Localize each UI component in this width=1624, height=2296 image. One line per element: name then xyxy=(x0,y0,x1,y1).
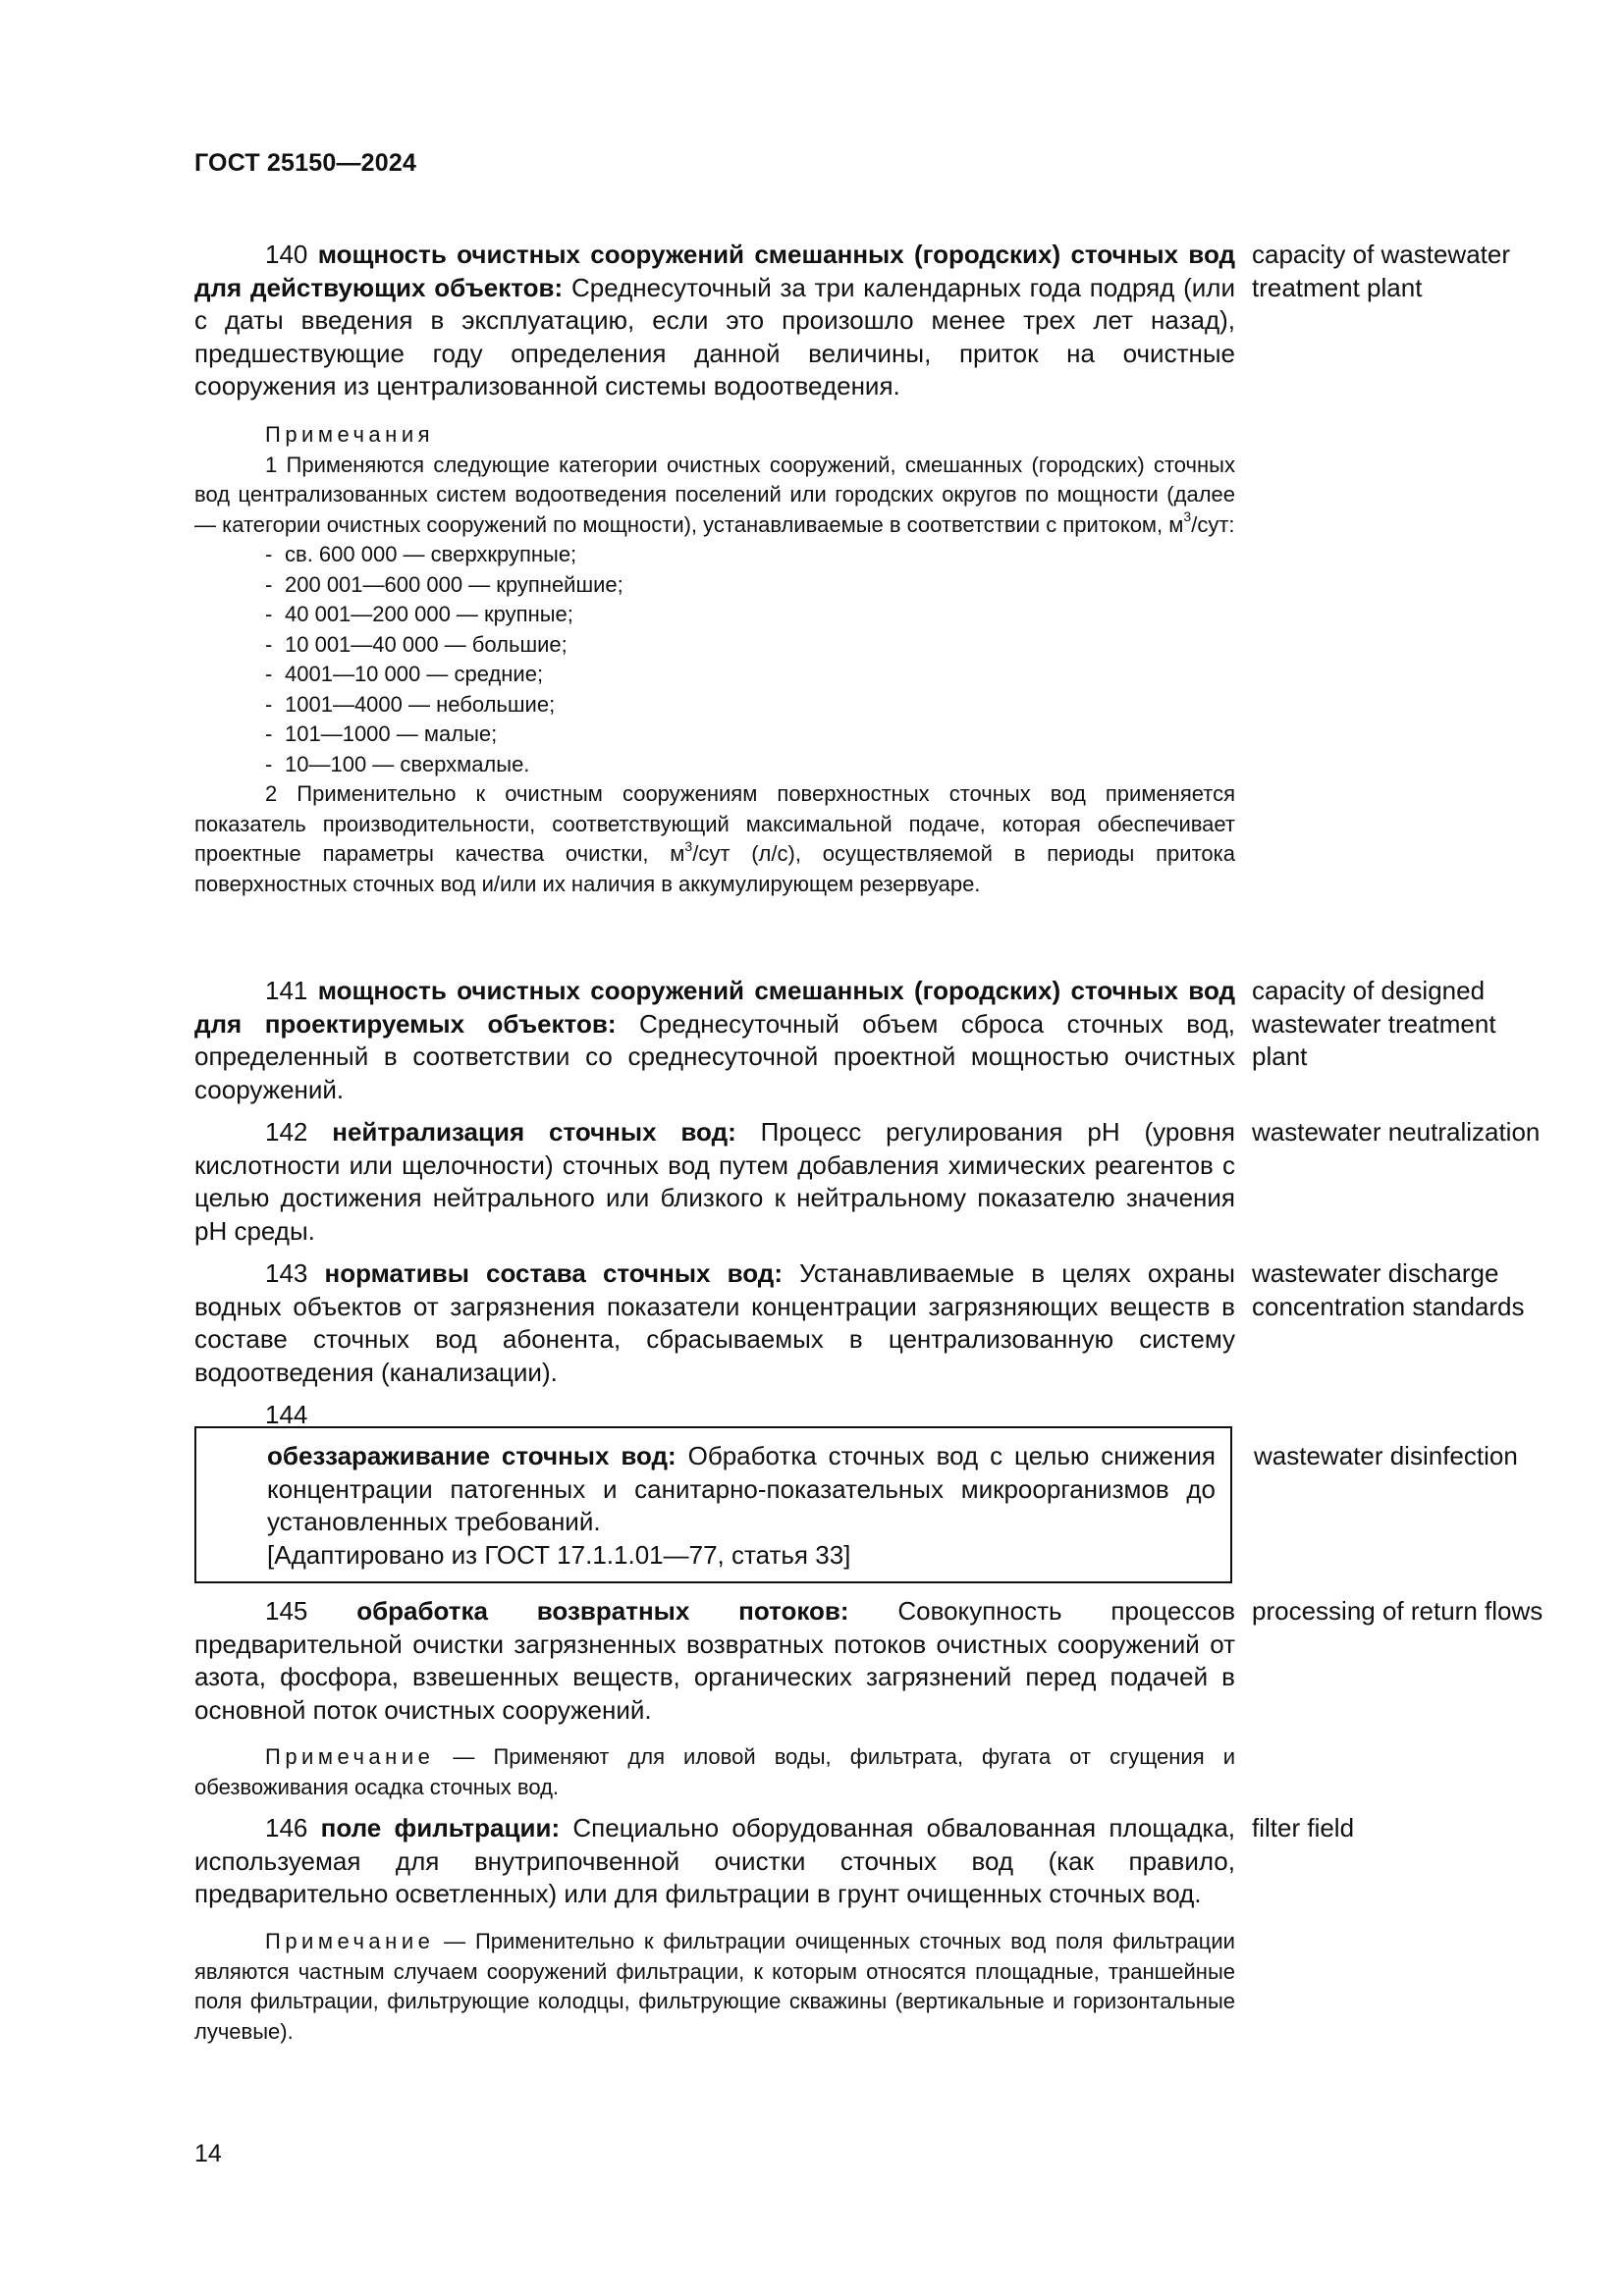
term-142-en: wastewater neutralization xyxy=(1252,1117,1541,1147)
term-144-en: wastewater disinfection xyxy=(1254,1441,1518,1470)
notes-140-heading: Примечания xyxy=(265,422,435,447)
notes-140-note-2: 2 Применительно к очистным сооружениям поверхностных сточных вод применяется показатель производительности, соответствующий максимальной подаче, которая обеспечивает проектные параметры качества очистки, $м^3$/сут (л/с), осуществляемой в периоды притока поверхностных сточных вод и/или их наличия в аккумулирующем резервуаре. xyxy=(194,781,1235,896)
term-146-note xyxy=(194,1927,1235,2047)
term-145-note-text: — Применяют для иловой воды, фильтрата, фугата от сгущения и обезвоживания осадка сточных вод. xyxy=(194,1744,1235,1799)
term-141-en: capacity of designed wastewater treatment plant xyxy=(1252,976,1496,1071)
list-item: - 4001—10 000 — средние; xyxy=(265,662,544,686)
term-146-definition: Специально оборудованная обвалованная площадка, используемая для внутрипочвенной очистки сточных вод (как правило, предварительно осветленных) или для фильтрации в грунт очищенных сточных вод. xyxy=(194,1813,1236,1908)
term-141-title: мощность очистных сооружений смешанных (городских) сточных вод для проектируемых объектов: xyxy=(194,976,1235,1039)
term-146-number: 146 xyxy=(265,1813,308,1842)
term-145 xyxy=(194,1595,1543,1727)
term-145-note xyxy=(194,1742,1235,1802)
list-item: - 101—1000 — малые; xyxy=(265,721,498,746)
term-145-title: обработка возвратных потоков: xyxy=(356,1596,849,1626)
term-145-note-label: Примечание xyxy=(265,1744,435,1769)
term-142-title: нейтрализация сточных вод: xyxy=(332,1117,736,1147)
term-145-en: processing of return flows xyxy=(1252,1596,1543,1626)
term-141 xyxy=(194,975,1496,1106)
term-142-number: 142 xyxy=(265,1117,308,1147)
list-item: - св. 600 000 — сверхкрупные; xyxy=(265,542,577,566)
term-140-ru xyxy=(194,239,1235,403)
list-item: - 1001—4000 — небольшие; xyxy=(265,691,556,717)
capacity-category-list xyxy=(194,540,1235,779)
page-number: 14 xyxy=(194,2140,222,2167)
term-144-ru xyxy=(267,1440,1216,1572)
term-142 xyxy=(194,1116,1541,1248)
term-140-definition: Среднесуточный за три календарных года подряд (или с даты введения в эксплуатацию, если это произошло менее трех лет назад), предшествующие году определения данной величины, приток на очистные сооружения из централизованной системы водоотведения. xyxy=(194,272,1236,400)
term-144-definition: Обработка сточных вод с целью снижения концентрации патогенных и санитарно-показательных микроорганизмов до установленных требований. xyxy=(267,1441,1216,1536)
term-146-ru xyxy=(194,1812,1235,1911)
term-140-en: capacity of wastewater treatment plant xyxy=(1252,240,1511,302)
term-144-number: 144 xyxy=(265,1400,308,1429)
term-144-box xyxy=(194,1426,1518,1583)
term-146-title: поле фильтрации: xyxy=(320,1813,561,1842)
term-143-definition: Устанавливаемые в целях охраны водных объектов от загрязнения показатели концентрации загрязняющих веществ в составе сточных вод абонента, сбрасываемых в централизованную систему водоотведения (канализации). xyxy=(194,1258,1235,1387)
notes-140 xyxy=(194,420,1235,899)
term-145-definition: Совокупность процессов предварительной очистки загрязненных возвратных потоков очистных сооружений от азота, фосфора, взвешенных веществ, органических загрязнений перед подачей в основной поток очистных сооружений. xyxy=(194,1596,1236,1725)
term-144-source: [Адаптировано из ГОСТ 17.1.1.01—77, статья 33] xyxy=(267,1539,851,1570)
list-item: - 200 001—600 000 — крупнейшие; xyxy=(265,571,623,597)
term-143-title: нормативы состава сточных вод: xyxy=(324,1258,783,1288)
term-141-ru xyxy=(194,975,1235,1106)
list-item: - 10 001—40 000 — большие; xyxy=(265,631,568,657)
term-143-number: 143 xyxy=(265,1258,308,1288)
term-141-number: 141 xyxy=(265,976,308,1005)
list-item: - 40 001—200 000 — крупные; xyxy=(265,602,573,626)
term-146-note-label: Примечание xyxy=(265,1929,435,1953)
term-140 xyxy=(194,239,1511,403)
list-item: - 10—100 — сверхмалые. xyxy=(265,751,530,776)
document-header: ГОСТ 25150—2024 xyxy=(194,149,417,177)
term-140-title: мощность очистных сооружений смешанных (городских) сточных вод для действующих объектов: xyxy=(194,240,1235,302)
term-140-number: 140 xyxy=(265,240,308,269)
term-144-title: обеззараживание сточных вод: xyxy=(267,1441,677,1470)
term-146-note-text: — Применительно к фильтрации очищенных сточных вод поля фильтрации являются частным случаем сооружений фильтрации, к которым относятся площадные, траншейные поля фильтрации, фильтрующие колодцы, фильтрующие скважины (вертикальные и горизонтальные лучевые). xyxy=(194,1929,1235,2044)
term-145-number: 145 xyxy=(265,1596,308,1626)
term-146-en: filter field xyxy=(1252,1813,1355,1842)
notes-140-note-1: 1 Применяются следующие категории очистных сооружений, смешанных (городских) сточных вод централизованных систем водоотведения поселений или городских округов по мощности (далее — категории очистных сооружений по мощности), устанавливаемые в соответствии с притоком, $м^3$/сут: xyxy=(194,452,1235,537)
term-146 xyxy=(194,1812,1355,1911)
term-141-definition: Среднесуточный объем сброса сточных вод, определенный в соответствии со среднесуточной проектной мощностью очистных сооружений. xyxy=(194,1008,1236,1104)
term-142-ru xyxy=(194,1116,1235,1248)
term-145-ru xyxy=(194,1595,1235,1727)
term-142-definition: Процесс регулирования pH (уровня кислотности или щелочности) сточных вод путем добавления химических реагентов с целью достижения нейтрального или близкого к нейтральному показателю значения pH среды. xyxy=(194,1117,1235,1246)
term-143 xyxy=(194,1257,1525,1389)
term-143-ru xyxy=(194,1257,1235,1389)
term-143-en: wastewater discharge concentration standards xyxy=(1252,1258,1525,1321)
